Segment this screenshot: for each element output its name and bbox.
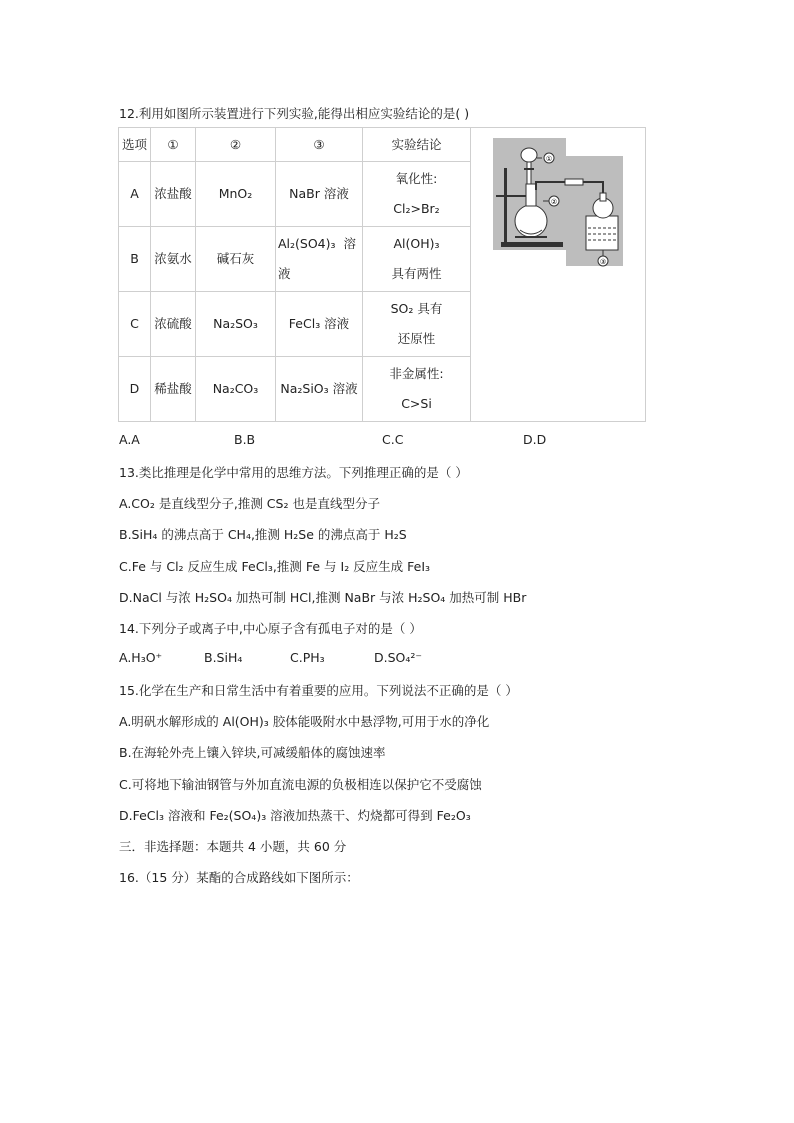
conclusion-line-2: Cl₂>Br₂ xyxy=(393,201,440,216)
q13-stem: 13.类比推理是化学中常用的思维方法。下列推理正确的是（ ） xyxy=(119,465,468,480)
q12-choice-d[interactable]: D.D xyxy=(523,432,547,447)
q14-choices xyxy=(119,650,679,668)
label-2: ② xyxy=(550,198,558,206)
row-conclusion xyxy=(363,227,471,292)
row-option: A xyxy=(119,162,151,227)
q12-choices xyxy=(119,432,679,450)
q14-choice-d[interactable]: D.SO₄²⁻ xyxy=(374,650,422,665)
row-reagent-3 xyxy=(276,227,363,292)
row-reagent-1: 浓硫酸 xyxy=(151,292,196,357)
conclusion-line-1: SO₂ 具有 xyxy=(390,301,443,316)
conclusion-line-1: Al(OH)₃ xyxy=(393,236,440,251)
q14-choice-b[interactable]: B.SiH₄ xyxy=(204,650,243,665)
row-option: D xyxy=(119,357,151,422)
q12-choice-a[interactable]: A.A xyxy=(119,432,140,447)
row-reagent-2: MnO₂ xyxy=(196,162,276,227)
reagent-3-line-1: Al₂(SO4)₃ 溶 xyxy=(278,236,356,251)
row-reagent-2: 碱石灰 xyxy=(196,227,276,292)
apparatus-cell xyxy=(471,128,646,422)
q13-option-c[interactable]: C.Fe 与 Cl₂ 反应生成 FeCl₃,推测 Fe 与 I₂ 反应生成 FeI₃ xyxy=(119,559,431,574)
conclusion-line-2: 还原性 xyxy=(397,331,436,346)
label-3: ③ xyxy=(599,258,607,266)
q14-choice-c[interactable]: C.PH₃ xyxy=(290,650,325,665)
row-reagent-2: Na₂CO₃ xyxy=(196,357,276,422)
header-reagent-3: ③ xyxy=(276,128,363,162)
q15-option-a[interactable]: A.明矾水解形成的 Al(OH)₃ 胶体能吸附水中悬浮物,可用于水的净化 xyxy=(119,714,490,729)
row-option: C xyxy=(119,292,151,357)
conclusion-line-1: 氧化性: xyxy=(395,171,438,186)
q12-stem: 12.利用如图所示装置进行下列实验,能得出相应实验结论的是( ) xyxy=(119,106,470,121)
label-1: ① xyxy=(545,155,553,163)
section-3-heading: 三．非选择题：本题共 4 小题，共 60 分 xyxy=(119,839,347,854)
reagent-3-line-2: 液 xyxy=(278,266,291,281)
header-option: 选项 xyxy=(119,128,151,162)
q12-choice-b[interactable]: B.B xyxy=(234,432,256,447)
q12-choice-c[interactable]: C.C xyxy=(382,432,404,447)
row-conclusion xyxy=(363,292,471,357)
row-reagent-3: FeCl₃ 溶液 xyxy=(276,292,363,357)
q15-option-d[interactable]: D.FeCl₃ 溶液和 Fe₂(SO₄)₃ 溶液加热蒸干、灼烧都可得到 Fe₂O₃ xyxy=(119,808,471,823)
header-conclusion: 实验结论 xyxy=(363,128,471,162)
row-reagent-1: 浓盐酸 xyxy=(151,162,196,227)
apparatus-diagram xyxy=(493,138,623,268)
row-reagent-2: Na₂SO₃ xyxy=(196,292,276,357)
q12-table xyxy=(118,127,646,422)
row-conclusion xyxy=(363,357,471,422)
row-option: B xyxy=(119,227,151,292)
q15-stem: 15.化学在生产和日常生活中有着重要的应用。下列说法不正确的是（ ） xyxy=(119,683,518,698)
q13-option-a[interactable]: A.CO₂ 是直线型分子,推测 CS₂ 也是直线型分子 xyxy=(119,496,380,511)
row-reagent-3: NaBr 溶液 xyxy=(276,162,363,227)
header-reagent-2: ② xyxy=(196,128,276,162)
row-conclusion xyxy=(363,162,471,227)
row-reagent-3: Na₂SiO₃ 溶液 xyxy=(276,357,363,422)
conclusion-line-1: 非金属性: xyxy=(389,366,444,381)
header-reagent-1: ① xyxy=(151,128,196,162)
row-reagent-1: 浓氨水 xyxy=(151,227,196,292)
q14-stem: 14.下列分子或离子中,中心原子含有孤电子对的是（ ） xyxy=(119,621,422,636)
q13-option-b[interactable]: B.SiH₄ 的沸点高于 CH₄,推测 H₂Se 的沸点高于 H₂S xyxy=(119,527,407,542)
q15-option-b[interactable]: B.在海轮外壳上镶入锌块,可减缓船体的腐蚀速率 xyxy=(119,745,386,760)
conclusion-line-2: 具有两性 xyxy=(391,266,442,281)
row-reagent-1: 稀盐酸 xyxy=(151,357,196,422)
q14-choice-a[interactable]: A.H₃O⁺ xyxy=(119,650,163,665)
q13-option-d[interactable]: D.NaCl 与浓 H₂SO₄ 加热可制 HCl,推测 NaBr 与浓 H₂SO₄ 加热可制 HBr xyxy=(119,590,527,605)
q15-option-c[interactable]: C.可将地下输油钢管与外加直流电源的负极相连以保护它不受腐蚀 xyxy=(119,777,482,792)
q16-stem: 16.（15 分）某酯的合成路线如下图所示： xyxy=(119,870,359,885)
table-header-row xyxy=(119,128,646,162)
conclusion-line-2: C>Si xyxy=(401,396,432,411)
